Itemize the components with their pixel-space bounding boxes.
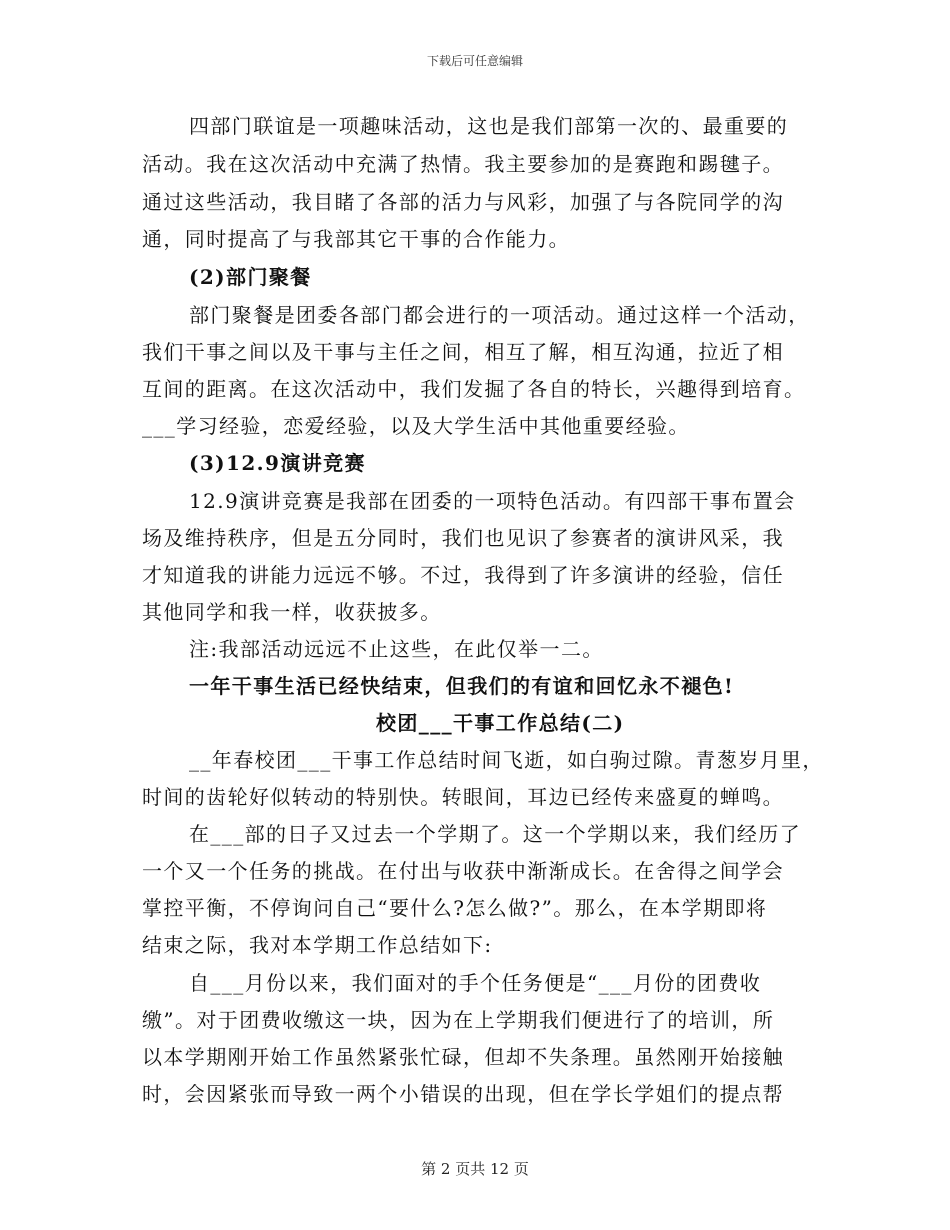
paragraph-line: 才知道我的讲能力远远不够。不过，我得到了许多演讲的经验，信任 xyxy=(142,563,784,587)
paragraph-line: __年春校团___干事工作总结时间飞逝，如白驹过隙。青葱岁月里， xyxy=(189,748,824,772)
paragraph-line: 缴”。对于团费收缴这一块，因为在上学期我们便进行了的培训，所 xyxy=(142,1008,775,1032)
page-footer: 第 2 页共 12 页 xyxy=(421,1160,529,1178)
paragraph-line: 部门聚餐是团委各部门都会进行的一项活动。通过这样一个活动， xyxy=(189,303,810,327)
paragraph-line: 一个又一个任务的挑战。在付出与收获中渐渐成长。在舍得之间学会 xyxy=(142,859,784,883)
section-heading: (2)部门聚餐 xyxy=(189,265,312,289)
paragraph-line: 12.9演讲竞赛是我部在团委的一项特色活动。有四部干事布置会 xyxy=(189,489,796,513)
section-heading: (3)12.9演讲竞赛 xyxy=(189,451,366,475)
paragraph-line: 四部门联谊是一项趣味活动，这也是我们部第一次的、最重要的 xyxy=(189,114,789,138)
paragraph-line: 通过这些活动，我目睹了各部的活力与风彩，加强了与各院同学的沟 xyxy=(142,190,784,214)
paragraph-line: 在___部的日子又过去一个学期了。这一个学期以来，我们经历了 xyxy=(189,822,801,846)
paragraph-line: 互间的距离。在这次活动中，我们发掘了各自的特长，兴趣得到培育。 xyxy=(142,377,806,401)
paragraph-line: 结束之际，我对本学期工作总结如下: xyxy=(142,933,493,957)
page-header: 下载后可任意编辑 xyxy=(426,54,523,68)
paragraph-line: 时间的齿轮好似转动的特别快。转眼间，耳边已经传来盛夏的蝉鸣。 xyxy=(142,785,784,809)
closing-statement: 一年干事生活已经快结束，但我们的有谊和回忆永不褪色! xyxy=(189,674,735,698)
document-title: 校团___干事工作总结(二) xyxy=(376,711,625,735)
paragraph-line: 场及维持秩序，但是五分同时，我们也见识了参赛者的演讲风采，我 xyxy=(142,526,784,550)
paragraph-line: 活动。我在这次活动中充满了热情。我主要参加的是赛跑和踢毽子。 xyxy=(142,152,784,176)
paragraph-line: 掌控平衡，不停询问自己“要什么?怎么做?”。那么，在本学期即将 xyxy=(142,896,768,920)
paragraph-line: 通，同时提高了与我部其它干事的合作能力。 xyxy=(142,227,570,251)
note-line: 注:我部活动远远不止这些，在此仅举一二。 xyxy=(189,637,604,661)
paragraph-line: 其他同学和我一样，收获披多。 xyxy=(142,600,442,624)
paragraph-line: 自___月份以来，我们面对的手个任务便是“___月份的团费收 xyxy=(189,971,762,995)
paragraph-line: ___学习经验，恋爱经验，以及大学生活中其他重要经验。 xyxy=(142,414,690,438)
paragraph-line: 我们干事之间以及干事与主任之间，相互了解，相互沟通，拉近了相 xyxy=(142,340,784,364)
paragraph-line: 以本学期刚开始工作虽然紧张忙碌，但却不失条理。虽然刚开始接触 xyxy=(142,1045,784,1069)
paragraph-line: 时，会因紧张而导致一两个小错误的出现，但在学长学姐们的提点帮 xyxy=(142,1082,784,1106)
